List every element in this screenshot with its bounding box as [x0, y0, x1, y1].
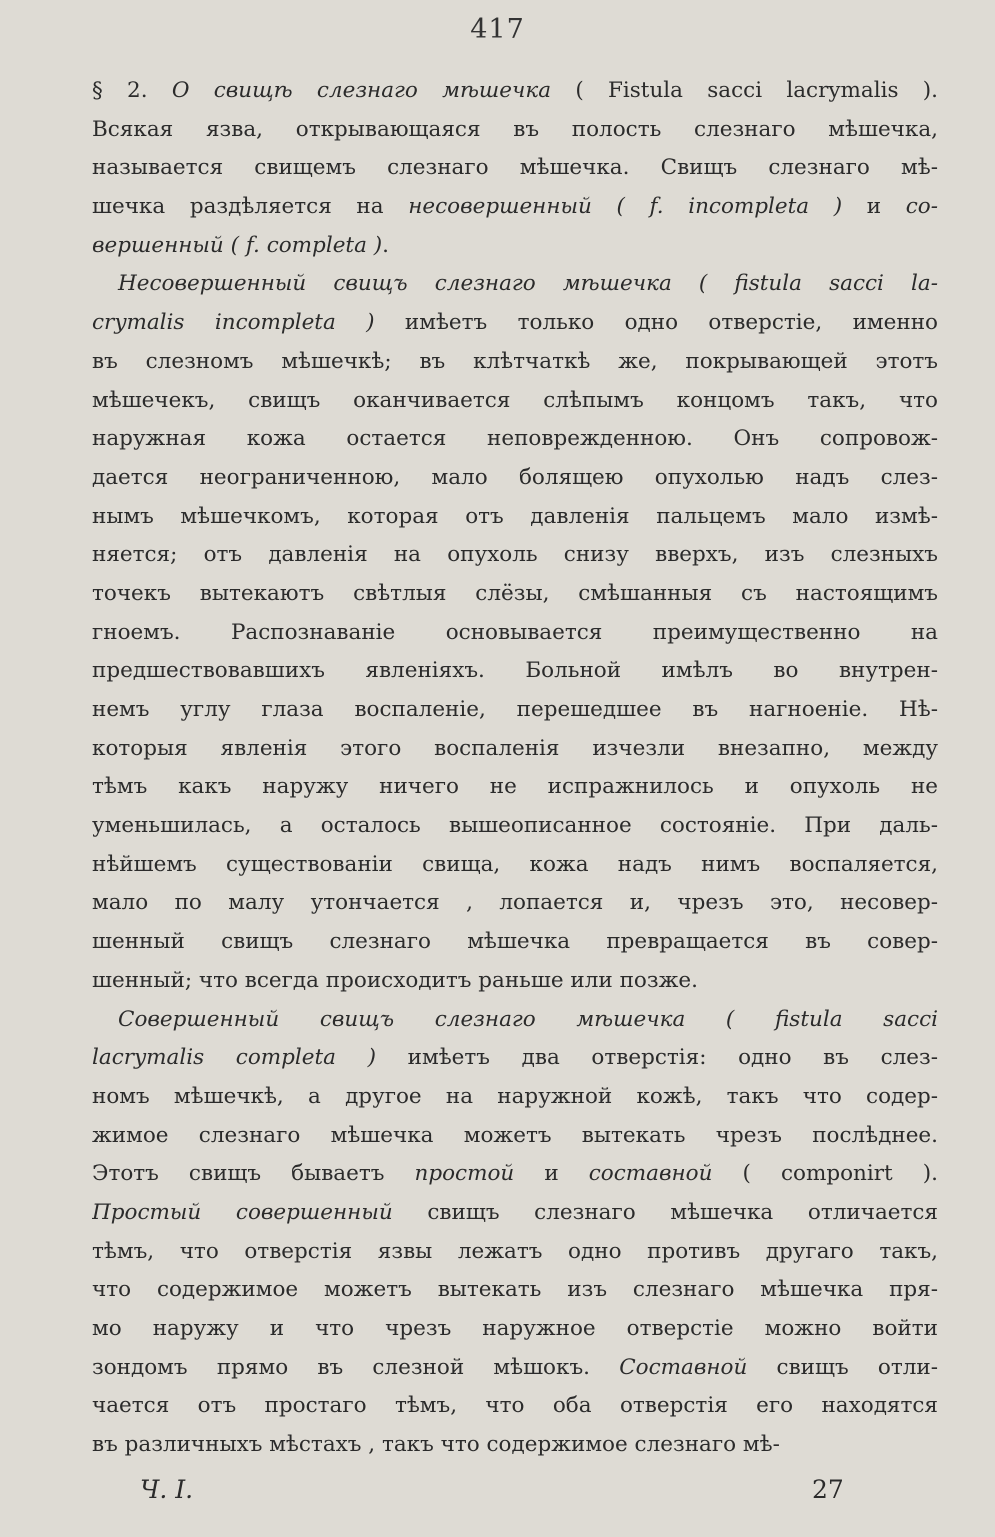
text-run: въ различныхъ мѣстахъ , такъ что содержимое слезнаго мѣ-: [92, 1432, 780, 1458]
body-text: [92, 72, 938, 1465]
text-line: [92, 304, 938, 343]
text-line: [92, 614, 938, 653]
text-run: гноемъ. Распознаваніе основывается преимущественно на: [92, 619, 938, 645]
text-run: уменьшилась, а осталось вышеописанное состояніе. При даль-: [92, 813, 938, 839]
text-run: чается отъ простаго тѣмъ, что оба отверстія его находятся: [92, 1393, 938, 1419]
text-run: называется свищемъ слезнаго мѣшечка. Свищъ слезнаго мѣ-: [92, 155, 938, 181]
italic-run: со-: [905, 194, 938, 220]
text-line: [92, 884, 938, 923]
text-line: [92, 923, 938, 962]
text-run: Этотъ свищъ бываетъ: [92, 1161, 415, 1187]
text-run: наружная кожа остается неповрежденною. Онъ сопровож-: [92, 426, 938, 452]
text-run: которыя явленія этого воспаленія изчезли внезапно, между: [92, 735, 938, 761]
text-line: [92, 111, 938, 150]
italic-run: crymalis incompleta ): [92, 310, 375, 336]
text-run: шенный свищъ слезнаго мѣшечка превращается въ совер-: [92, 929, 938, 955]
text-line: [92, 1155, 938, 1194]
text-line: [92, 1310, 938, 1349]
text-line: [92, 575, 938, 614]
text-run: что содержимое можетъ вытекать изъ слезнаго мѣшечка пря-: [92, 1277, 938, 1303]
text-run: зондомъ прямо въ слезной мѣшокъ.: [92, 1354, 620, 1380]
text-run: мѣшечекъ, свищъ оканчивается слѣпымъ концомъ такъ, что: [92, 387, 938, 413]
text-run: § 2.: [92, 78, 172, 103]
text-line: [92, 807, 938, 846]
text-run: нѣйшемъ существованіи свища, кожа надъ нимъ воспаляется,: [92, 851, 938, 877]
text-run: въ слезномъ мѣшечкѣ; въ клѣтчаткѣ же, покрывающей этотъ: [92, 348, 938, 374]
text-run: имѣетъ два отверстія: одно въ слез-: [376, 1045, 938, 1071]
text-run: немъ углу глаза воспаленіе, перешедшее въ нагноеніе. Нѣ-: [92, 697, 938, 722]
text-run: нымъ мѣшечкомъ, которая отъ давленія пальцемъ мало измѣ-: [92, 503, 938, 529]
text-run: ( componirt ).: [712, 1161, 938, 1187]
italic-run: несовершенный ( f. incompleta ): [408, 194, 843, 220]
text-line: [92, 1387, 938, 1426]
text-line: [92, 1233, 938, 1272]
italic-run: lacrymalis completa ): [92, 1045, 377, 1071]
page-number: 417: [470, 14, 525, 45]
text-run: и: [842, 194, 906, 220]
italic-run: составной: [588, 1161, 713, 1187]
text-line: [92, 382, 938, 421]
text-run: и: [514, 1161, 589, 1187]
text-run: свищъ слезнаго мѣшечка отличается: [392, 1199, 938, 1225]
text-line: [92, 962, 938, 1001]
text-line: [92, 227, 938, 266]
italic-run: вершенный ( f. completa ): [92, 232, 383, 258]
text-line: [92, 420, 938, 459]
text-run: Всякая язва, открывающаяся въ полость слезнаго мѣшечка,: [92, 116, 938, 142]
text-run: дается неограниченною, мало болящею опухолью надъ слез-: [92, 464, 938, 490]
text-run: шенный; что всегда происходитъ раньше или позже.: [92, 967, 698, 993]
text-run: свищъ отли-: [747, 1354, 938, 1380]
text-run: шечка раздѣляется на: [92, 194, 409, 220]
text-line: [92, 1001, 938, 1040]
text-line: [92, 1078, 938, 1117]
text-run: ( Fistula sacci lacrymalis ).: [551, 78, 938, 103]
text-line: [92, 1117, 938, 1156]
text-line: [92, 536, 938, 575]
text-run: имѣетъ только одно отверстіе, именно: [374, 310, 938, 336]
text-line: [92, 188, 938, 227]
text-line: [92, 265, 938, 304]
text-line: [92, 652, 938, 691]
text-line: [92, 1194, 938, 1233]
text-run: предшествовавшихъ явленіяхъ. Больной имѣлъ во внутрен-: [92, 658, 938, 684]
text-run: номъ мѣшечкѣ, а другое на наружной кожѣ, такъ что содер-: [92, 1083, 938, 1109]
text-run: .: [382, 232, 389, 258]
text-line: [92, 768, 938, 807]
text-run: няется; отъ давленія на опухоль снизу вверхъ, изъ слезныхъ: [92, 542, 938, 568]
italic-run: Несовершенный свищъ слезнаго мѣшечка ( fistula sacci la-: [118, 271, 938, 297]
text-line: [92, 691, 938, 730]
folio-number: 27: [812, 1475, 844, 1504]
italic-run: Составной: [619, 1354, 748, 1380]
text-line: [92, 1426, 938, 1465]
italic-run: простой: [414, 1161, 515, 1187]
text-run: мало по малу утончается , лопается и, чрезъ это, несовер-: [92, 890, 938, 916]
text-line: [92, 498, 938, 537]
text-line: [92, 72, 938, 111]
text-line: [92, 1039, 938, 1078]
text-line: [92, 1349, 938, 1388]
text-line: [92, 149, 938, 188]
text-line: [92, 846, 938, 885]
italic-run: О свищѣ слезнаго мѣшечка: [171, 78, 552, 103]
text-run: тѣмъ какъ наружу ничего не испражнилось и опухоль не: [92, 774, 938, 800]
text-run: жимое слезнаго мѣшечка можетъ вытекать чрезъ послѣднее.: [92, 1122, 938, 1148]
text-line: [92, 459, 938, 498]
italic-run: Простый совершенный: [92, 1199, 393, 1225]
signature-mark: Ч. I.: [140, 1475, 194, 1504]
text-line: [92, 343, 938, 382]
text-line: [92, 1271, 938, 1310]
text-run: мо наружу и что чрезъ наружное отверстіе можно войти: [92, 1316, 938, 1341]
text-run: точекъ вытекаютъ свѣтлыя слёзы, смѣшанныя съ настоящимъ: [92, 580, 938, 606]
italic-run: Совершенный свищъ слезнаго мѣшечка ( fistula sacci: [118, 1006, 938, 1032]
text-line: [92, 730, 938, 769]
text-run: тѣмъ, что отверстія язвы лежатъ одно противъ другаго такъ,: [92, 1238, 938, 1264]
